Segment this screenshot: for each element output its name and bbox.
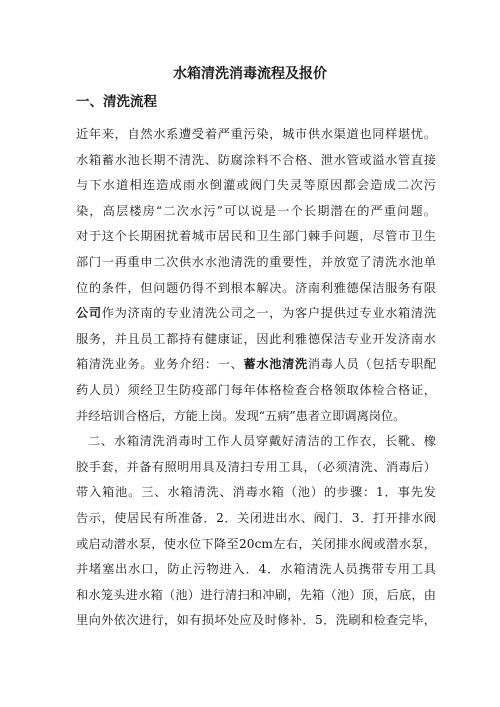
body-text xyxy=(76,122,436,634)
text-line: 药人员）须经卫生防疫部门每年体格检查合格领取体检合格证， xyxy=(76,382,436,397)
emphasized-text: 公司 xyxy=(76,306,102,321)
text-line: 并堵塞出水口，防止污物进入．4．水箱清洗人员携带专用工具 xyxy=(76,562,436,577)
text-line: 与下水道相连造成雨水倒灌或阀门失灵等原因都会造成二次污 xyxy=(76,178,436,193)
emphasized-text: 蓄水池清洗 xyxy=(243,357,308,372)
text-line: 位的条件，但问题仍得不到根本解决。济南利雅德保洁服务有限 xyxy=(76,280,436,295)
text-line: 里向外依次进行，如有损坏处应及时修补．5．洗刷和检查完毕， xyxy=(76,613,436,628)
text-line: 带入箱池。三、水箱清洗、消毒水箱（池）的步骤：1．事先发 xyxy=(76,485,436,500)
text-line: 公司作为济南的专业清洗公司之一，为客户提供过专业水箱清洗 xyxy=(76,306,436,321)
text-line: 箱清洗业务。业务介绍：一、蓄水池清洗消毒人员（包括专职配 xyxy=(76,357,436,372)
text-line: 对于这个长期困扰着城市居民和卫生部门棘手问题，尽管市卫生 xyxy=(76,229,436,244)
text-line: 或启动潜水泵，使水位下降至20cm左右，关闭排水阀或潜水泵， xyxy=(76,536,436,551)
text-line: 染，高层楼房“二次水污”可以说是一个长期潜在的严重问题。 xyxy=(76,203,436,218)
text-line: 部门一再重申二次供水水池清洗的重要性，并放宽了清洗水池单 xyxy=(76,254,436,269)
text-line: 二、水箱清洗消毒时工作人员穿戴好清洁的工作衣，长靴、橡 xyxy=(88,434,436,449)
document-title: 水箱清洗消毒流程及报价 xyxy=(173,66,327,82)
text-line: 水箱蓄水池长期不清洗、防腐涂料不合格、泄水管或溢水管直接 xyxy=(76,152,436,167)
text-line: 服务，并且员工都持有健康证，因此利雅德保洁专业开发济南水 xyxy=(76,331,436,346)
text-line: 并经培训合格后，方能上岗。发现“五病”患者立即调离岗位。 xyxy=(76,408,406,423)
text-line: 胶手套，并备有照明用具及清扫专用工具，（必须清洗、消毒后） xyxy=(76,459,436,474)
text-line: 近年来，自然水系遭受着严重污染，城市供水渠道也同样堪忧。 xyxy=(76,127,436,141)
text-line: 告示，使居民有所准备．2．关闭进出水、阀门．3．打开排水阀 xyxy=(76,510,436,525)
section-heading: 一、清洗流程 xyxy=(76,94,157,110)
text-line: 和水笼头进水箱（池）进行清扫和冲刷，先箱（池）顶，后底，由 xyxy=(76,587,436,602)
